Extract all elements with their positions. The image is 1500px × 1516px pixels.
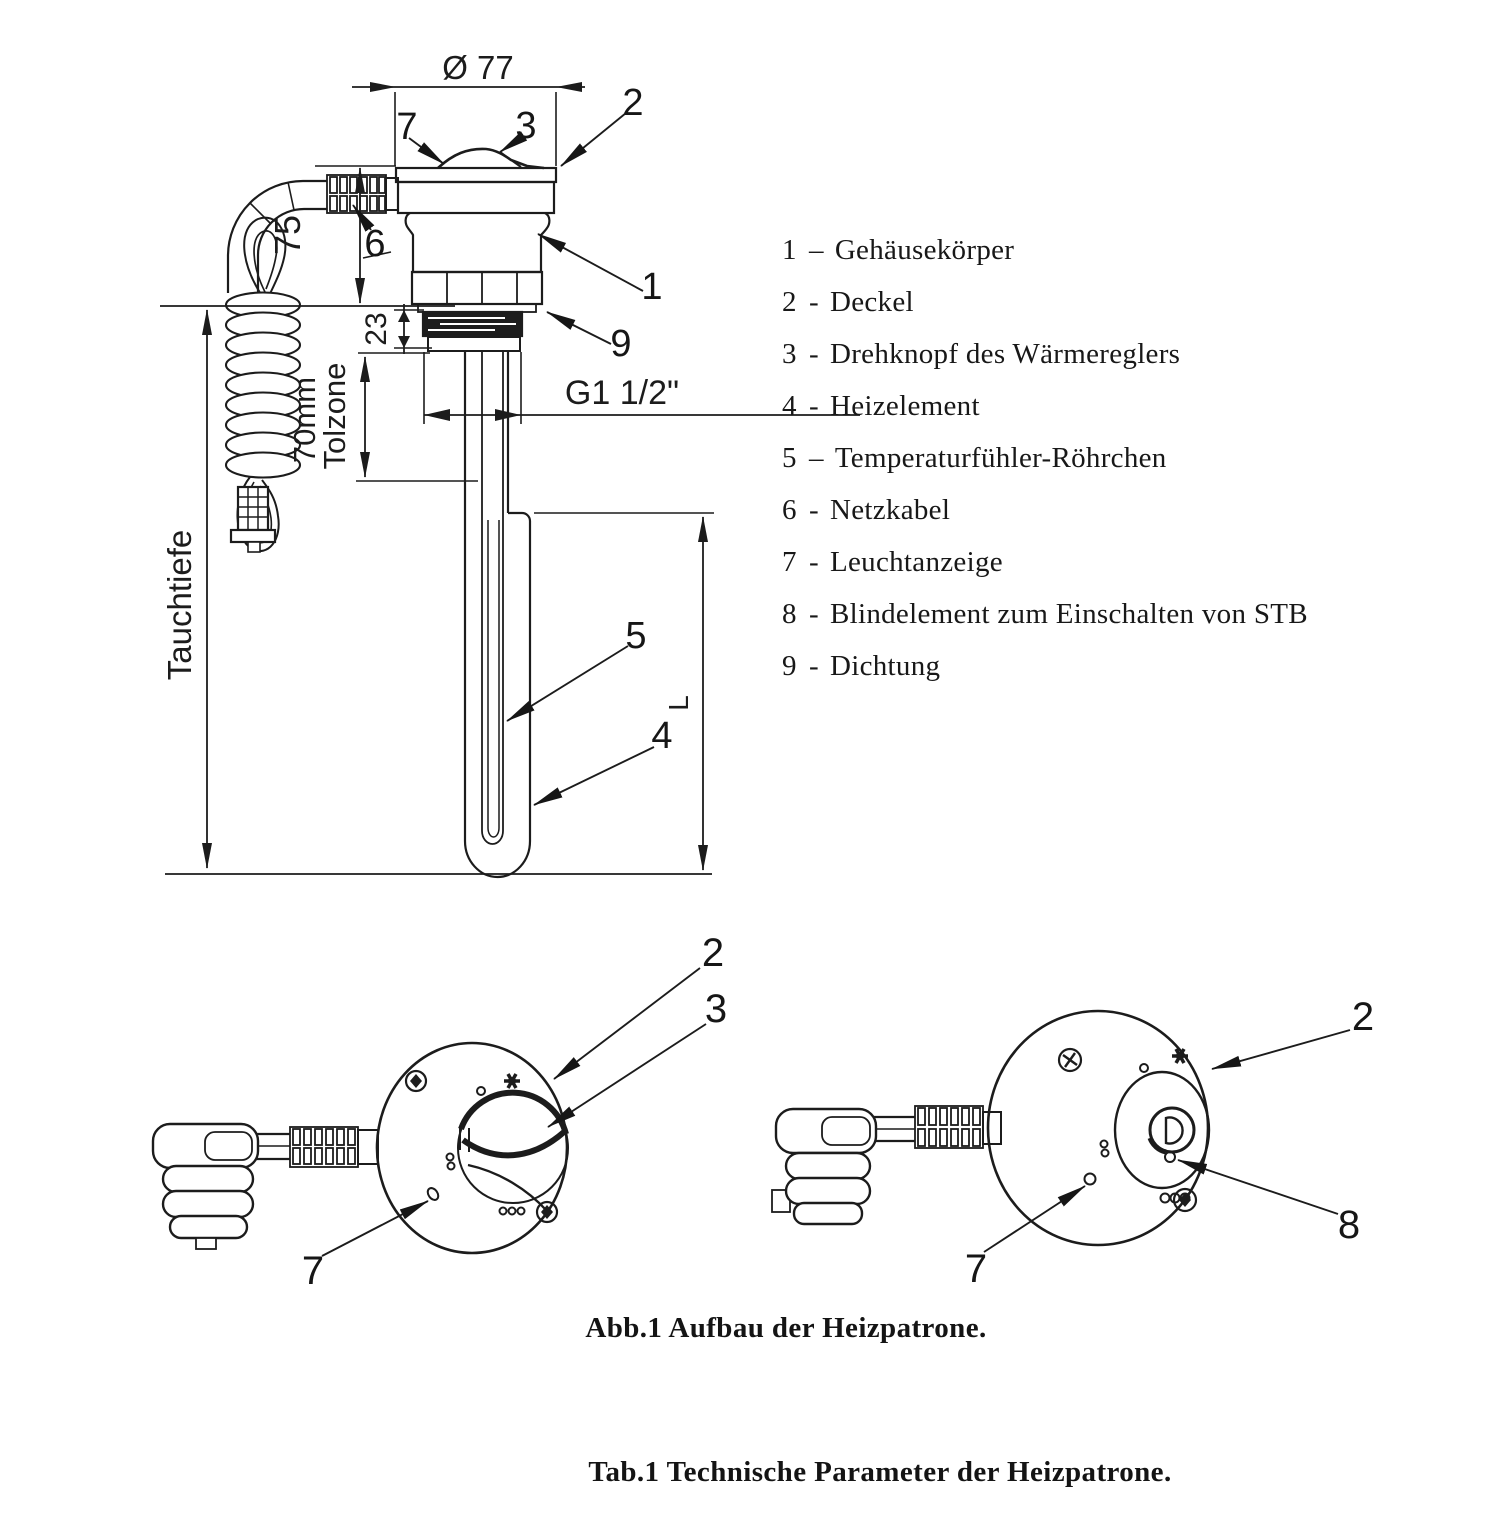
indicator-light: [426, 1186, 441, 1202]
dial-markings: [1101, 1049, 1190, 1203]
cable-gland: [327, 175, 386, 213]
dim-70mm-label: 70mm: [287, 376, 322, 464]
legend-sep: -: [809, 494, 819, 526]
dim-tauchtiefe-label: Tauchtiefe: [161, 529, 198, 681]
figure-caption: Abb.1 Aufbau der Heizpatrone.: [585, 1312, 987, 1344]
callout-5: 5: [625, 615, 647, 657]
legend-item: [782, 484, 1308, 536]
cable-gland: [915, 1106, 983, 1148]
callout-6: 6: [364, 223, 386, 265]
legend-item: [782, 380, 1308, 432]
legend-num: 9: [782, 650, 797, 682]
legend-label: Leuchtanzeige: [829, 546, 1003, 578]
blind-view-cable: [772, 1106, 1001, 1224]
legend-item: [782, 588, 1308, 640]
legend-label: Heizelement: [829, 390, 980, 422]
dim-23-label: 23: [360, 312, 393, 346]
legend-sep: –: [809, 442, 824, 474]
dimension-active-length: [534, 513, 714, 870]
callout-3: 3: [704, 987, 728, 1031]
legend-label: Gehäusekörper: [834, 234, 1015, 266]
legend-item: [782, 536, 1308, 588]
callout-9: 9: [610, 323, 632, 365]
legend-label: Drehknopf des Wärmereglers: [829, 338, 1181, 370]
legend-label: Netzkabel: [829, 494, 951, 526]
side-callouts: [353, 82, 673, 805]
cover-outline: [988, 1011, 1208, 1245]
heating-element-tubes: [465, 351, 530, 877]
cover-screw: [406, 1071, 426, 1091]
cable-gland: [290, 1127, 358, 1167]
legend-num: 1: [782, 234, 797, 266]
cover-screw: [1174, 1189, 1196, 1211]
legend-num: 2: [782, 286, 797, 318]
thread-section: [423, 312, 522, 336]
legend-item: [782, 640, 1308, 692]
legend-num: 7: [782, 546, 797, 578]
bottom-view-blind: [772, 995, 1374, 1291]
callout-7: 7: [396, 106, 418, 148]
dim-diameter-label: Ø 77: [442, 49, 514, 86]
bottom-view-knob: [153, 931, 727, 1293]
heater-head: [396, 149, 556, 351]
side-view: [160, 49, 860, 877]
parts-legend: [782, 224, 1308, 692]
callout-8: 8: [1337, 1203, 1361, 1247]
legend-num: 4: [782, 390, 797, 422]
indicator-light: [1085, 1174, 1096, 1185]
table-caption: Tab.1 Technische Parameter der Heizpatrone.: [588, 1456, 1172, 1488]
callout-3: 3: [515, 105, 537, 147]
legend-sep: –: [809, 234, 824, 266]
legend-item: [782, 224, 1308, 276]
cable-plug: [153, 1124, 258, 1249]
cover-screw: [1059, 1049, 1081, 1071]
legend-num: 5: [782, 442, 797, 474]
legend-sep: -: [809, 650, 819, 682]
cable-plug: [231, 487, 275, 552]
thermostat-knob: [458, 1093, 568, 1211]
legend-num: 8: [782, 598, 797, 630]
legend-sep: -: [809, 390, 819, 422]
dim-tolzone-label: Tolzone: [317, 362, 352, 470]
dim-thread-label: G1 1/2": [564, 374, 680, 412]
callout-4: 4: [651, 715, 673, 757]
callout-2: 2: [701, 931, 725, 975]
legend-sep: -: [809, 598, 819, 630]
legend-label: Blindelement zum Einschalten von STB: [829, 598, 1308, 630]
legend-label: Dichtung: [829, 650, 941, 682]
knob-view-callouts: [302, 931, 727, 1293]
callout-2: 2: [1351, 995, 1375, 1039]
cover-screw: [537, 1202, 557, 1222]
knob-view-cable: [153, 1124, 378, 1249]
legend-label: Temperaturfühler-Röhrchen: [834, 442, 1167, 474]
legend-item: [782, 328, 1308, 380]
legend-num: 3: [782, 338, 797, 370]
dim-75-label: 75: [267, 214, 308, 256]
legend-label: Deckel: [829, 286, 914, 318]
callout-1: 1: [641, 266, 663, 308]
legend-sep: -: [809, 546, 819, 578]
callout-7: 7: [301, 1249, 325, 1293]
legend-item: [782, 276, 1308, 328]
dim-L-label: L: [663, 695, 694, 711]
legend-sep: -: [809, 338, 819, 370]
legend-num: 6: [782, 494, 797, 526]
legend-item: [782, 432, 1308, 484]
cable-plug: [772, 1109, 876, 1224]
dimension-diameter: [352, 49, 585, 166]
legend-sep: -: [809, 286, 819, 318]
gear-icon: [504, 1074, 520, 1088]
callout-2: 2: [622, 82, 644, 124]
callout-7: 7: [964, 1247, 988, 1291]
blind-element: [1150, 1108, 1194, 1162]
